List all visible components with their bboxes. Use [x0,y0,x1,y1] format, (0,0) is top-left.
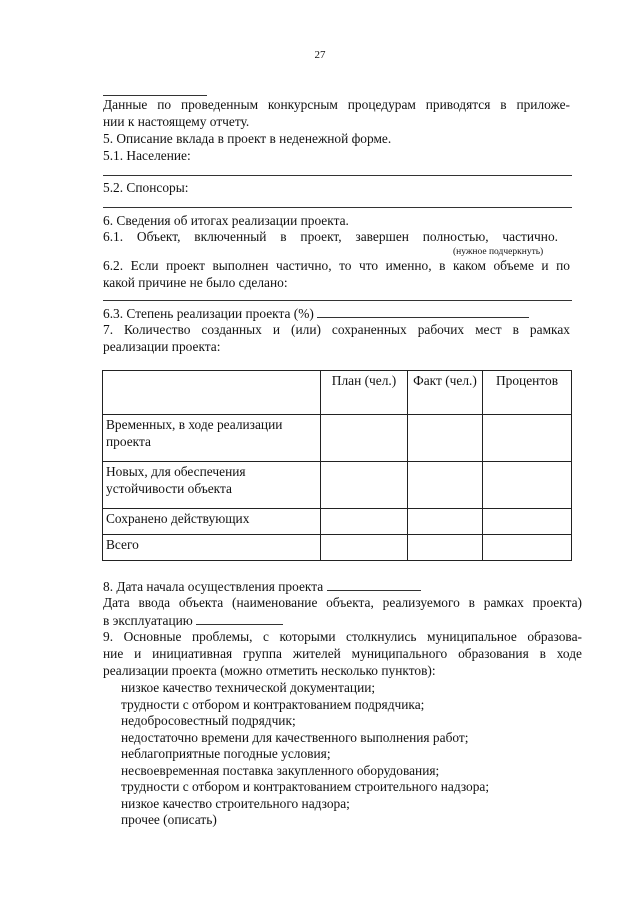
commissioning-label: в эксплуатацию [103,613,193,628]
header-cell-empty [103,371,321,415]
row-label-temporary: Временных, в ходе реализации проекта [103,415,321,462]
contest-paragraph-line-2: нии к настоящему отчету. [103,114,250,129]
degree-blank[interactable] [317,305,529,318]
cell-plan[interactable] [321,535,408,561]
section-9-line-2: ние и инициативная группа жителей муниципального образования в ходе [103,646,582,661]
list-item: прочее (описать) [121,812,217,827]
section-9-line-3: реализации проекта (можно отметить несколько пунктов): [103,663,436,678]
contest-paragraph-line-1: Данные по проведенным конкурсным процедурам приводятся в приложе- [103,97,570,112]
cell-percent[interactable] [483,535,572,561]
row-label-new: Новых, для обеспечения устойчивости объекта [103,462,321,509]
commissioning-date-line-1: Дата ввода объекта (наименование объекта, реализуемого в рамках проекта) [103,595,582,610]
cell-percent[interactable] [483,509,572,535]
header-percent: Процентов [483,371,572,415]
population-blank-line [103,175,572,176]
table-row [103,415,572,462]
cell-plan[interactable] [321,509,408,535]
list-item: несвоевременная поставка закупленного оборудования; [121,763,440,778]
cell-fact[interactable] [408,535,483,561]
row-label-total: Всего [103,535,321,561]
cell-fact[interactable] [408,462,483,509]
section-5-heading: 5. Описание вклада в проект в неденежной форме. [103,131,392,146]
section-8-label: 8. Дата начала осуществления проекта [103,579,324,594]
cell-percent[interactable] [483,415,572,462]
footnote-separator [103,95,207,96]
list-item: низкое качество технической документации; [121,680,376,695]
partial-reason-blank-line [103,300,572,301]
list-item: трудности с отбором и контрактованием строительного надзора; [121,779,490,794]
section-6-2-line-2: какой причине не было сделано: [103,275,288,290]
list-item: недобросовестный подрядчик; [121,713,296,728]
cell-fact[interactable] [408,415,483,462]
section-6-3-degree [103,305,529,323]
page-number: 27 [314,49,326,61]
section-8-start-date [103,578,421,596]
section-9-line-1: 9. Основные проблемы, с которыми столкнулись муниципальное образова- [103,629,582,644]
section-6-1-completion: 6.1. Объект, включенный в проект, завершен полностью, частично. [103,229,558,244]
list-item: неблагоприятные погодные условия; [121,746,331,761]
start-date-blank[interactable] [327,578,421,591]
table-row [103,462,572,509]
section-6-heading: 6. Сведения об итогах реализации проекта. [103,213,349,228]
jobs-table [102,370,572,561]
sponsors-blank-line [103,207,572,208]
cell-plan[interactable] [321,462,408,509]
section-5-1-population: 5.1. Население: [103,148,191,163]
list-item: низкое качество строительного надзора; [121,796,350,811]
section-5-2-sponsors: 5.2. Спонсоры: [103,180,189,195]
cell-plan[interactable] [321,415,408,462]
header-fact: Факт (чел.) [408,371,483,415]
table-row [103,509,572,535]
list-item: трудности с отбором и контрактованием подрядчика; [121,697,425,712]
cell-percent[interactable] [483,462,572,509]
table-header-row [103,371,572,415]
table-row [103,535,572,561]
row-label-retained: Сохранено действующих [103,509,321,535]
section-6-2-line-1: 6.2. Если проект выполнен частично, то что именно, в каком объеме и по [103,258,570,273]
section-7-line-2: реализации проекта: [103,339,221,354]
section-6-3-label: 6.3. Степень реализации проекта (%) [103,306,314,321]
section-7-line-1: 7. Количество созданных и (или) сохраненных рабочих мест в рамках [103,322,570,337]
commissioning-date-blank[interactable] [196,612,283,625]
cell-fact[interactable] [408,509,483,535]
list-item: недостаточно времени для качественного выполнения работ; [121,730,469,745]
header-plan: План (чел.) [321,371,408,415]
underline-note: (нужное подчеркнуть) [453,247,544,257]
commissioning-date-line-2 [103,612,283,630]
